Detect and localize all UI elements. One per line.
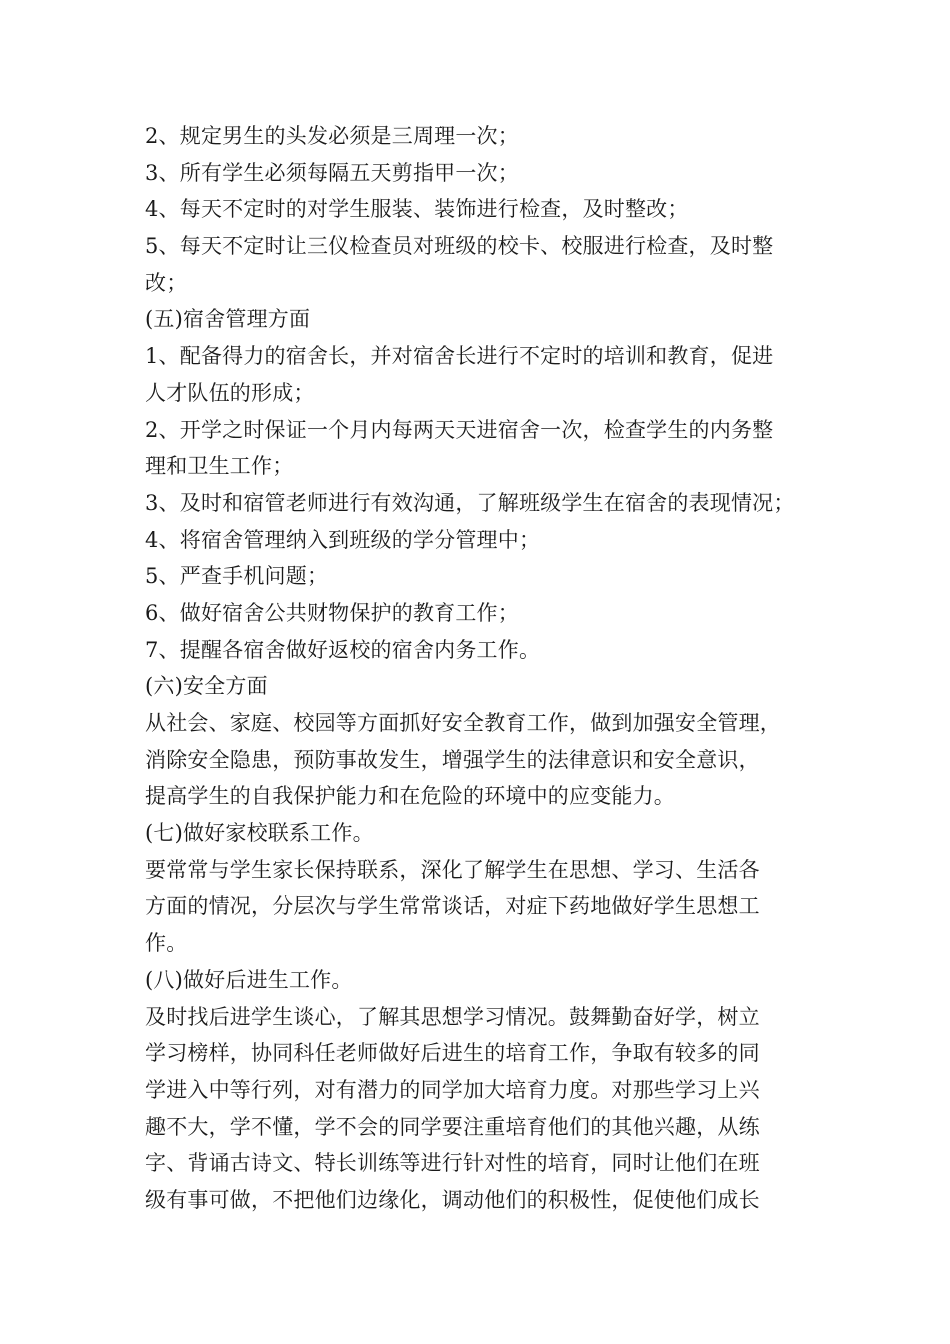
body-line: 3、及时和宿管老师进行有效沟通，了解班级学生在宿舍的表现情况； xyxy=(145,490,795,515)
body-line: 学进入中等行列，对有潜力的同学加大培育力度。对那些学习上兴 xyxy=(145,1077,760,1102)
section-heading: (七)做好家校联系工作。 xyxy=(145,821,374,846)
document-body xyxy=(145,118,825,1219)
body-line: 作。 xyxy=(145,931,188,956)
body-line: 方面的情况，分层次与学生常常谈话，对症下药地做好学生思想工 xyxy=(145,894,760,919)
body-line: 及时找后进学生谈心，了解其思想学习情况。鼓舞勤奋好学，树立 xyxy=(145,1004,760,1029)
body-line: 消除安全隐患，预防事故发生，增强学生的法律意识和安全意识， xyxy=(145,747,760,772)
body-line: 从社会、家庭、校园等方面抓好安全教育工作，做到加强安全管理， xyxy=(145,711,781,735)
body-line: 改； xyxy=(145,270,188,295)
body-line: 级有事可做，不把他们边缘化，调动他们的积极性，促使他们成长 xyxy=(145,1187,760,1212)
body-line: 3、所有学生必须每隔五天剪指甲一次； xyxy=(145,160,519,185)
section-heading: (五)宿舍管理方面 xyxy=(145,307,311,332)
section-heading: (八)做好后进生工作。 xyxy=(145,967,353,992)
body-line: 4、将宿舍管理纳入到班级的学分管理中； xyxy=(145,527,541,552)
body-line: 6、做好宿舍公共财物保护的教育工作； xyxy=(145,600,519,625)
body-line: 7、提醒各宿舍做好返校的宿舍内务工作。 xyxy=(145,637,541,662)
body-line: 理和卫生工作； xyxy=(145,454,294,479)
body-line: 1、配备得力的宿舍长，并对宿舍长进行不定时的培训和教育，促进 xyxy=(145,344,774,369)
body-line: 人才队伍的形成； xyxy=(145,380,315,405)
body-line: 要常常与学生家长保持联系，深化了解学生在思想、学习、生活各 xyxy=(145,857,760,882)
body-line: 2、开学之时保证一个月内每两天天进宿舍一次，检查学生的内务整 xyxy=(145,417,774,442)
section-heading: (六)安全方面 xyxy=(145,674,268,699)
body-line: 趣不大，学不懂，学不会的同学要注重培育他们的其他兴趣，从练 xyxy=(145,1114,760,1139)
body-line: 提高学生的自我保护能力和在危险的环境中的应变能力。 xyxy=(145,784,675,809)
body-line: 学习榜样，协同科任老师做好后进生的培育工作，争取有较多的同 xyxy=(145,1041,760,1066)
body-line: 2、规定男生的头发必须是三周理一次； xyxy=(145,124,519,148)
body-line: 5、严查手机问题； xyxy=(145,564,329,589)
body-line: 5、每天不定时让三仪检查员对班级的校卡、校服进行检查，及时整 xyxy=(145,234,774,259)
body-line: 4、每天不定时的对学生服装、装饰进行检查，及时整改； xyxy=(145,197,689,222)
body-line: 字、背诵古诗文、特长训练等进行针对性的培育，同时让他们在班 xyxy=(145,1151,760,1176)
